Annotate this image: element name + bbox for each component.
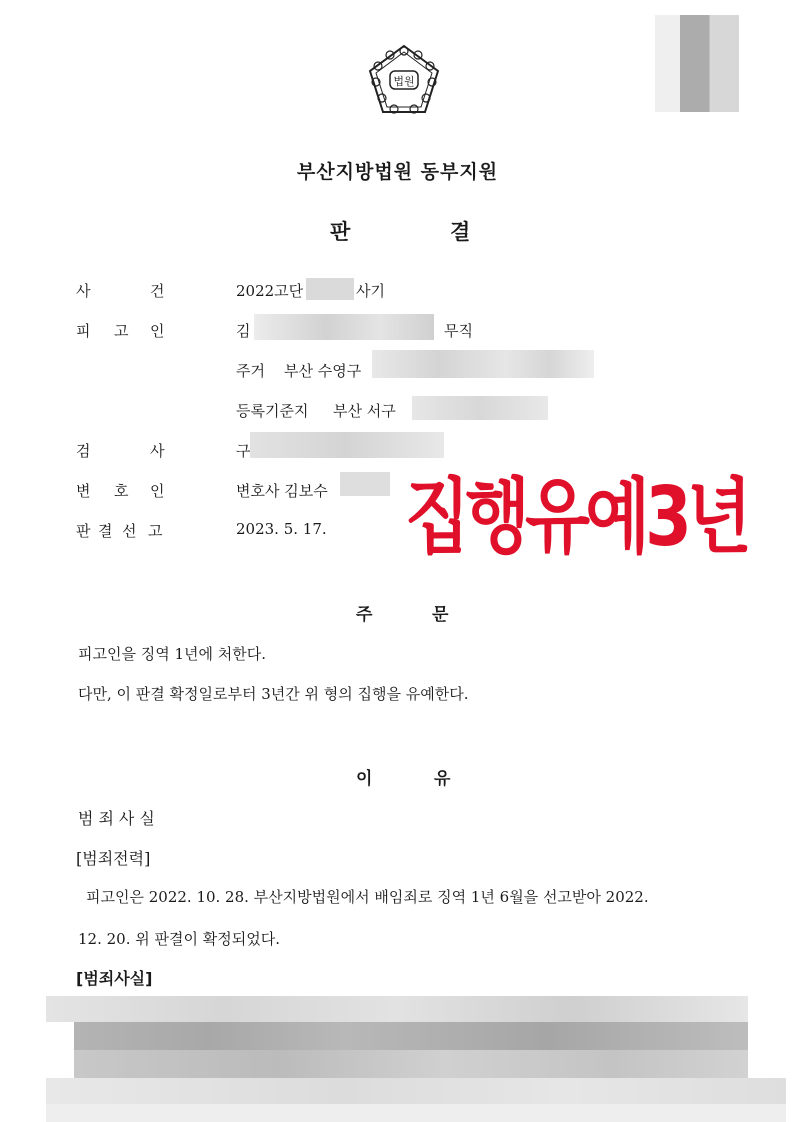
redacted-crime-facts-row-1: [46, 996, 748, 1022]
lawyer-name: 변호사 김보수: [236, 482, 328, 500]
prior-record-line-1: 피고인은 2022. 10. 28. 부산지방법원에서 배임죄로 징역 1년 6월을 선고받아 2022.: [86, 888, 649, 906]
redacted-crime-facts-row-3: [74, 1050, 748, 1078]
judgment-title-left: 판: [330, 220, 351, 244]
probation-stamp: 집행유예3년: [405, 470, 748, 565]
residence-label: 주거: [236, 362, 265, 380]
order-heading-right: 문: [432, 605, 449, 625]
court-name: 부산지방법원 동부지원: [296, 161, 499, 183]
redacted-crime-facts-row-2: [74, 1022, 748, 1050]
redacted-lawyer: [340, 472, 390, 496]
order-heading-left: 주: [356, 605, 373, 625]
redacted-registry: [412, 396, 548, 420]
residence-value: 부산 수영구: [284, 362, 362, 380]
redacted-case-number: [306, 278, 354, 300]
redacted-defendant-info: [254, 314, 434, 340]
order-line-1: 피고인을 징역 1년에 처한다.: [78, 645, 267, 663]
redacted-block-top-right: [655, 15, 739, 112]
crime-facts-subtitle: [범죄사실]: [76, 969, 153, 988]
prior-record-line-2: 12. 20. 위 판결이 확정되었다.: [78, 930, 280, 948]
prior-record-title: [범죄전력]: [76, 849, 151, 868]
reason-heading-right: 유: [434, 769, 451, 789]
registry-value: 부산 서구: [333, 402, 396, 420]
reason-heading-left: 이: [356, 769, 373, 789]
defendant-name: 김: [236, 322, 251, 340]
registry-label: 등록기준지: [236, 402, 309, 420]
judgment-title-right: 결: [450, 220, 471, 244]
order-line-2: 다만, 이 판결 확정일로부터 3년간 위 형의 집행을 유예한다.: [78, 685, 469, 703]
redacted-residence: [372, 350, 594, 378]
crime-facts-title: 범죄사실: [78, 809, 160, 828]
case-number: 2022고단: [236, 282, 304, 300]
verdict-date: 2023. 5. 17.: [236, 520, 327, 538]
redacted-crime-facts-row-4: [46, 1078, 786, 1104]
seal-text: 법원: [393, 75, 415, 88]
case-type: 사기: [356, 282, 385, 300]
defendant-job: 무직: [444, 322, 473, 340]
court-seal-emblem: [364, 42, 444, 118]
redacted-crime-facts-row-5: [46, 1104, 786, 1122]
prosecutor-name: 구: [236, 442, 251, 460]
